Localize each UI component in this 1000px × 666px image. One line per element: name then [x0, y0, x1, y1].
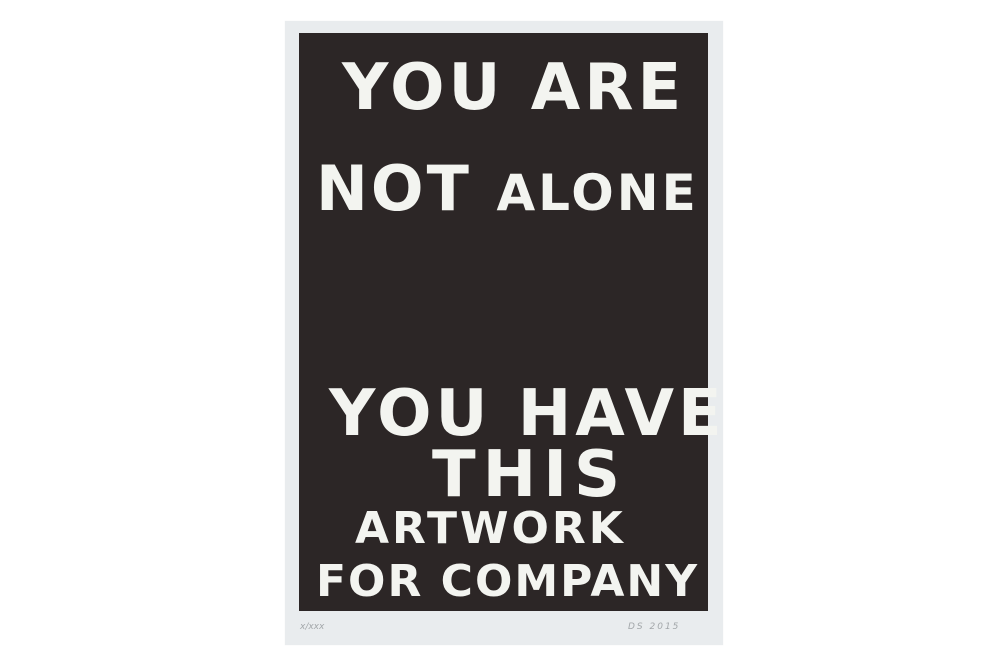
text-line-you-are: YOU ARE — [342, 51, 686, 125]
text-line-for-company: FOR COMPANY — [316, 556, 700, 607]
edition-number: x/xxx — [300, 622, 325, 632]
text-line-you-have: YOU HAVE — [329, 377, 726, 451]
text-word-not: NOT — [316, 152, 472, 225]
artist-signature: DS 2015 — [628, 622, 681, 632]
text-line-not-alone — [316, 152, 699, 225]
text-line-artwork: ARTWORK — [355, 503, 626, 554]
text-line-this: THIS — [432, 438, 628, 512]
text-word-alone: ALONE — [496, 164, 699, 222]
